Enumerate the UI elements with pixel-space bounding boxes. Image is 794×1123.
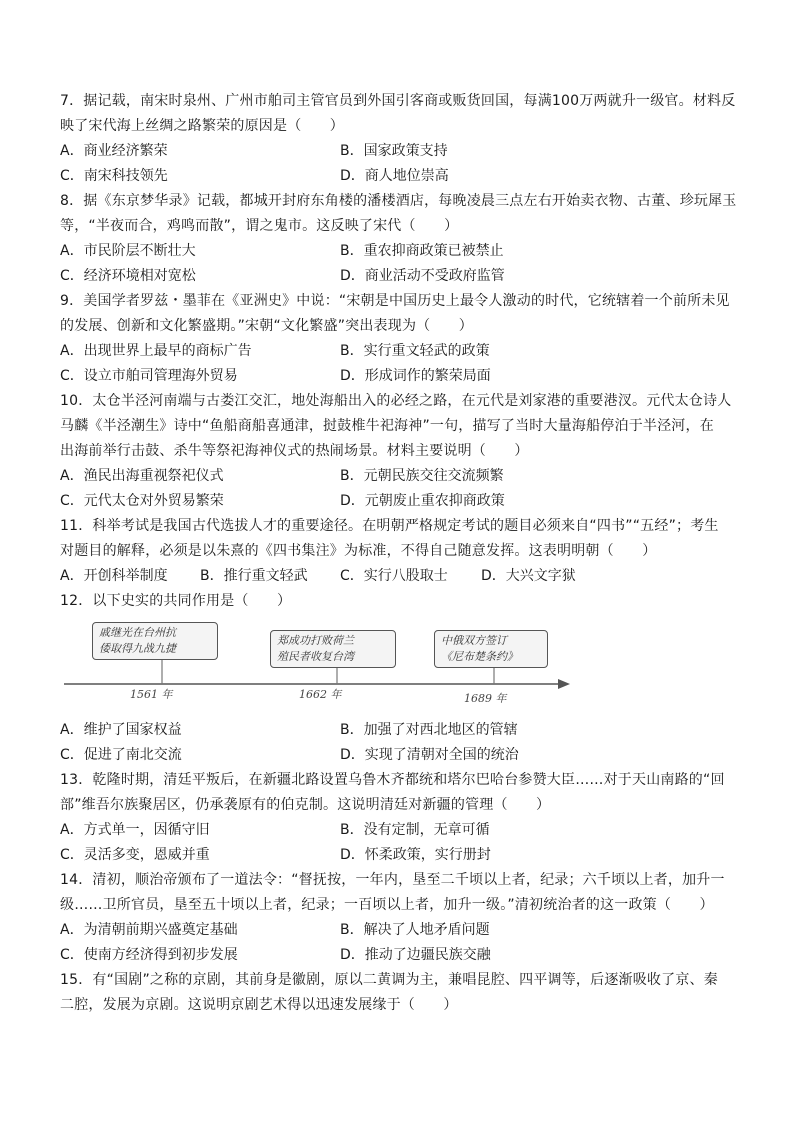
q13-stem-line-1: 13．乾隆时期，清廷平叛后，在新疆北路设置乌鲁木齐都统和塔尔巴哈台参赞大臣……对于天山南路的“回 (60, 772, 725, 788)
q15-stem-line-2: 二腔，发展为京剧。这说明京剧艺术得以迅速发展缘于（ ） (60, 997, 458, 1013)
timeline-event-3 (434, 630, 548, 668)
q10-stem-line-3: 出海前举行击鼓、杀牛等祭祀海神仪式的热闹场景。材料主要说明（ ） (60, 443, 529, 459)
q12-timeline-figure (62, 622, 582, 710)
q10-stem-line-2: 马麟《半泾潮生》诗中“鱼船商船喜通津，挝鼓椎牛祀海神”一句，描写了当时大量海船停泊于半泾河，在 (60, 418, 714, 434)
q14-stem-line-1: 14．清初，顺治帝颁布了一道法令：“督抚按，一年内，垦至二千顷以上者，纪录；六千顷以上者，加升一 (60, 872, 725, 888)
q10-option-c[interactable]: C．元代太仓对外贸易繁荣 (60, 493, 224, 509)
timeline-event-3-line-2: 《尼布楚条约》 (441, 650, 518, 663)
q7-option-a[interactable]: A．商业经济繁荣 (60, 143, 168, 159)
timeline-year-3: 1689 年 (464, 692, 507, 705)
timeline-year-1: 1561 年 (130, 688, 173, 701)
q10-option-a[interactable]: A．渔民出海重视祭祀仪式 (60, 468, 224, 484)
q12-stem-line-1: 12．以下史实的共同作用是（ ） (60, 593, 292, 609)
q11-option-c[interactable]: C．实行八股取士 (340, 568, 448, 584)
q7-option-d[interactable]: D．商人地位崇高 (340, 168, 449, 184)
timeline-event-2-line-1: 郑成功打败荷兰 (277, 634, 354, 647)
q7-stem-line-2: 映了宋代海上丝绸之路繁荣的原因是（ ） (60, 118, 344, 134)
q10-option-b[interactable]: B．元朝民族交往交流频繁 (340, 468, 504, 484)
q9-option-a[interactable]: A．出现世界上最早的商标广告 (60, 343, 252, 359)
timeline-event-2 (270, 630, 396, 668)
q12-option-a[interactable]: A．维护了国家权益 (60, 722, 182, 738)
q13-option-c[interactable]: C．灵活多变，恩威并重 (60, 847, 210, 863)
timeline-event-1-line-2: 倭取得九战九捷 (99, 642, 176, 655)
q15-stem-line-1: 15．有“国剧”之称的京剧，其前身是徽剧，原以二黄调为主，兼唱昆腔、四平调等，后逐渐吸收了京、秦 (60, 972, 718, 988)
q8-stem-line-2: 等，“半夜而合，鸡鸣而散”，谓之鬼市。这反映了宋代（ ） (60, 218, 459, 234)
q7-stem-line-1: 7．据记载，南宋时泉州、广州市舶司主管官员到外国引客商或贩货回国，每满100万两就升一级官。材料反 (60, 93, 736, 109)
q9-option-d[interactable]: D．形成词作的繁荣局面 (340, 368, 491, 384)
q13-option-d[interactable]: D．怀柔政策，实行册封 (340, 847, 491, 863)
q8-option-b[interactable]: B．重农抑商政策已被禁止 (340, 243, 504, 259)
q12-option-c[interactable]: C．促进了南北交流 (60, 747, 182, 763)
q13-stem-line-2: 部”维吾尔族聚居区，仍承袭原有的伯克制。这说明清廷对新疆的管理（ ） (60, 797, 551, 813)
q8-option-a[interactable]: A．市民阶层不断壮大 (60, 243, 196, 259)
q10-option-d[interactable]: D．元朝废止重农抑商政策 (340, 493, 505, 509)
timeline-year-2: 1662 年 (299, 688, 342, 701)
q14-option-a[interactable]: A．为清朝前期兴盛奠定基础 (60, 922, 238, 938)
q11-stem-line-2: 对题目的解释，必须是以朱熹的《四书集注》为标准，不得自己随意发挥。这表明明朝（ ） (60, 543, 657, 559)
timeline-event-2-line-2: 殖民者收复台湾 (277, 650, 354, 663)
q11-option-d[interactable]: D．大兴文字狱 (481, 568, 576, 584)
q11-stem-line-1: 11．科举考试是我国古代选拔人才的重要途径。在明朝严格规定考试的题目必须来自“四书”“五经”；考生 (60, 518, 719, 534)
q13-option-b[interactable]: B．没有定制，无章可循 (340, 822, 490, 838)
q12-option-b[interactable]: B．加强了对西北地区的管辖 (340, 722, 518, 738)
q9-stem-line-1: 9．美国学者罗兹・墨菲在《亚洲史》中说：“宋朝是中国历史上最令人激动的时代，它统辖着一个前所未见 (60, 293, 730, 309)
q8-stem-line-1: 8．据《东京梦华录》记载，都城开封府东角楼的潘楼酒店，每晚凌晨三点左右开始卖衣物、古董、珍玩犀玉 (60, 193, 737, 209)
q8-option-d[interactable]: D．商业活动不受政府监管 (340, 268, 505, 284)
q7-option-b[interactable]: B．国家政策支持 (340, 143, 448, 159)
q12-option-d[interactable]: D．实现了清朝对全国的统治 (340, 747, 519, 763)
q14-stem-line-2: 级……卫所官员，垦至五十顷以上者，纪录；一百顷以上者，加升一级。”清初统治者的这一政策（ ） (60, 897, 714, 913)
q9-option-c[interactable]: C．设立市舶司管理海外贸易 (60, 368, 238, 384)
q8-option-c[interactable]: C．经济环境相对宽松 (60, 268, 196, 284)
q9-option-b[interactable]: B．实行重文轻武的政策 (340, 343, 490, 359)
q7-option-c[interactable]: C．南宋科技领先 (60, 168, 168, 184)
timeline-event-3-line-1: 中俄双方签订 (441, 634, 507, 647)
q13-option-a[interactable]: A．方式单一，因循守旧 (60, 822, 210, 838)
q11-option-a[interactable]: A．开创科举制度 (60, 568, 168, 584)
q11-option-b[interactable]: B．推行重文轻武 (200, 568, 308, 584)
q14-option-d[interactable]: D．推动了边疆民族交融 (340, 947, 491, 963)
timeline-event-1 (92, 622, 218, 660)
q14-option-c[interactable]: C．使南方经济得到初步发展 (60, 947, 238, 963)
q9-stem-line-2: 的发展、创新和文化繁盛期。”宋朝“文化繁盛”突出表现为（ ） (60, 318, 473, 334)
q14-option-b[interactable]: B．解决了人地矛盾问题 (340, 922, 490, 938)
timeline-event-1-line-1: 戚继光在台州抗 (99, 626, 176, 639)
q10-stem-line-1: 10．太仓半泾河南端与古娄江交汇，地处海船出入的必经之路，在元代是刘家港的重要港汊。元代太仓诗人 (60, 393, 732, 409)
